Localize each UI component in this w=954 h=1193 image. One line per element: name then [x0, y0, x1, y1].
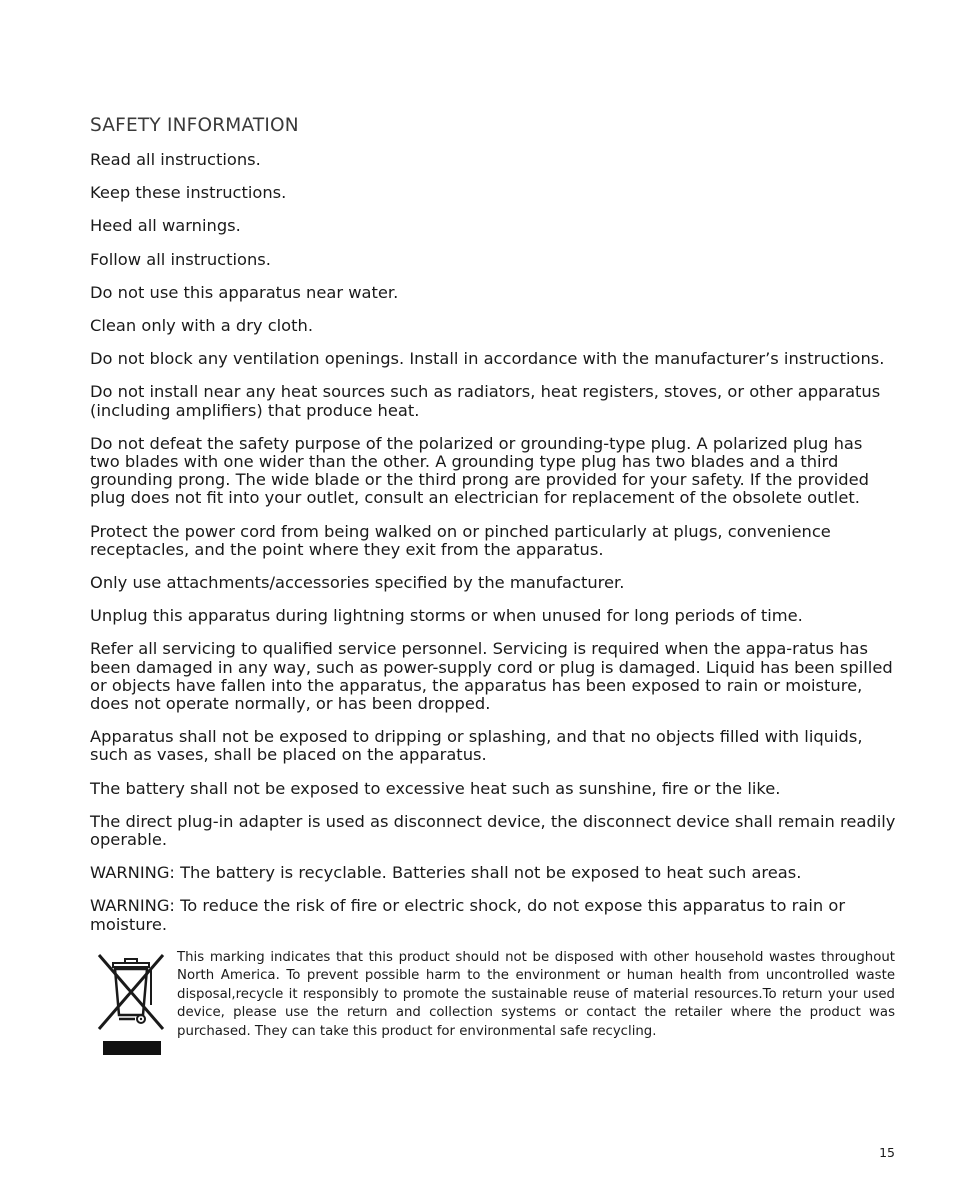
- instruction-item: Refer all servicing to qualified service personnel. Servicing is required when the appa-ratus has been damaged in any way, such as power-supply cord or plug is damaged. Liquid has been spilled or objects have fallen into the apparatus, the apparatus has been exposed to rain or moisture, does not operate normally, or has been dropped.: [90, 639, 893, 714]
- instruction-item: Heed all warnings.: [90, 216, 241, 236]
- instruction-item: Read all instructions.: [90, 150, 261, 169]
- instruction-item: Do not install near any heat sources such as radiators, heat registers, stoves, or other apparatus (including amplifiers) that produce heat.: [90, 382, 881, 420]
- instruction-item: Unplug this apparatus during lightning storms or when unused for long periods of time.: [90, 606, 803, 626]
- instruction-item: Do not defeat the safety purpose of the polarized or grounding-type plug. A polarized plug has two blades with one wider than the other. A grounding type plug has two blades and a third grounding prong. The wide blade or the third prong are provided for your safety. If the provided plug does not fit into your outlet, consult an electrician for replacement of the obsolete outlet.: [90, 433, 869, 508]
- instruction-item: Clean only with a dry cloth.: [90, 316, 314, 336]
- instruction-list: [90, 151, 896, 934]
- instruction-item: Keep these instructions.: [90, 183, 287, 203]
- crossed-out-wheelie-bin-icon: [95, 949, 167, 1061]
- instruction-item: The battery shall not be exposed to excessive heat such as sunshine, fire or the like.: [90, 778, 781, 798]
- weee-notice: [90, 949, 896, 1061]
- instruction-item: The direct plug-in adapter is used as disconnect device, the disconnect device shall remain readily operable.: [90, 811, 896, 850]
- weee-text: This marking indicates that this product should not be disposed with other household wastes throughout North America. To prevent possible harm to the environment or human health from uncontrolled waste disposal,recycle it responsibly to promote the sustainable reuse of material resources.To return your used device, please use the return and collection systems or contact the retailer where the product was purchased. They can take this product for environmental safe recycling.: [177, 949, 895, 1039]
- instruction-item: Protect the power cord from being walked on or pinched particularly at plugs, convenience receptacles, and the point where they exit from the apparatus.: [90, 521, 831, 559]
- instruction-item: WARNING: To reduce the risk of fire or electric shock, do not expose this apparatus to rain or moisture.: [90, 896, 846, 934]
- instruction-item: Do not use this apparatus near water.: [90, 282, 399, 302]
- page-content: [90, 113, 896, 1061]
- section-title: SAFETY INFORMATION: [90, 115, 299, 136]
- instruction-item: WARNING: The battery is recyclable. Batteries shall not be exposed to heat such areas.: [90, 863, 802, 883]
- instruction-item: Apparatus shall not be exposed to dripping or splashing, and that no objects filled with liquids, such as vases, shall be placed on the apparatus.: [90, 727, 863, 765]
- instruction-item: Do not block any ventilation openings. Install in accordance with the manufacturer’s instructions.: [90, 349, 885, 369]
- instruction-item: Only use attachments/accessories specified by the manufacturer.: [90, 573, 625, 593]
- page-number: 15: [879, 1145, 895, 1160]
- instruction-item: Follow all instructions.: [90, 249, 271, 269]
